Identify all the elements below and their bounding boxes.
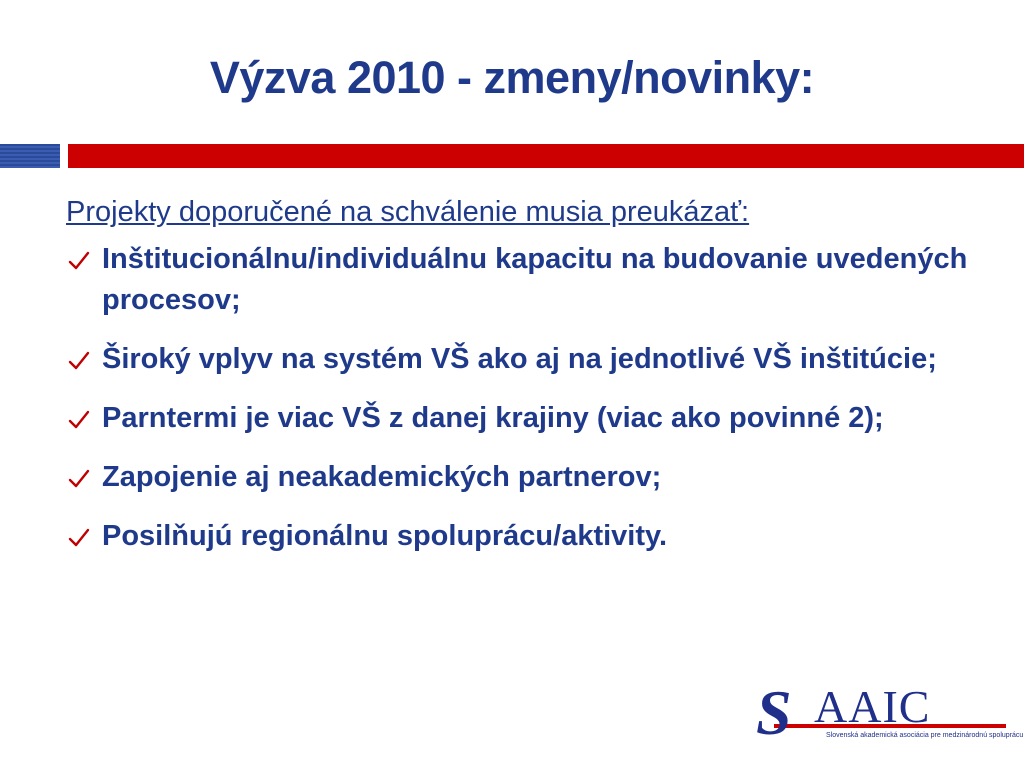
logo-tagline: Slovenská akademická asociácia pre medzinárodnú spoluprácu bbox=[826, 732, 1024, 739]
decorative-red-band bbox=[68, 144, 1024, 168]
list-item bbox=[66, 239, 986, 321]
saaic-logo bbox=[756, 677, 1024, 748]
checkmark-icon bbox=[68, 250, 90, 272]
logo-name: AAIC bbox=[814, 681, 931, 732]
list-item bbox=[66, 457, 986, 498]
bullet-list bbox=[66, 239, 986, 557]
slide-subtitle: Projekty doporučené na schválenie musia preukázať: bbox=[66, 196, 750, 228]
checkmark-icon bbox=[68, 468, 90, 490]
list-item-text: Parntermi je viac VŠ z danej krajiny (viac ako povinné 2); bbox=[102, 402, 884, 434]
checkmark-icon bbox=[68, 350, 90, 372]
logo-mark: S bbox=[756, 677, 792, 748]
slide-title: Výzva 2010 - zmeny/novinky: bbox=[209, 52, 815, 103]
list-item-text: Posilňujú regionálnu spoluprácu/aktivity. bbox=[102, 520, 668, 552]
checkmark-icon bbox=[68, 409, 90, 431]
checkmark-icon bbox=[68, 527, 90, 549]
list-item-text: Zapojenie aj neakademických partnerov; bbox=[102, 461, 662, 493]
slide-content bbox=[66, 192, 986, 575]
decorative-blue-band bbox=[0, 144, 60, 168]
list-item-text: Inštitucionálnu/individuálnu kapacitu na budovanie uvedených procesov; bbox=[102, 243, 968, 316]
list-item bbox=[66, 339, 986, 380]
list-item bbox=[66, 516, 986, 557]
list-item-text: Široký vplyv na systém VŠ ako aj na jednotlivé VŠ inštitúcie; bbox=[102, 343, 937, 375]
list-item bbox=[66, 398, 986, 439]
